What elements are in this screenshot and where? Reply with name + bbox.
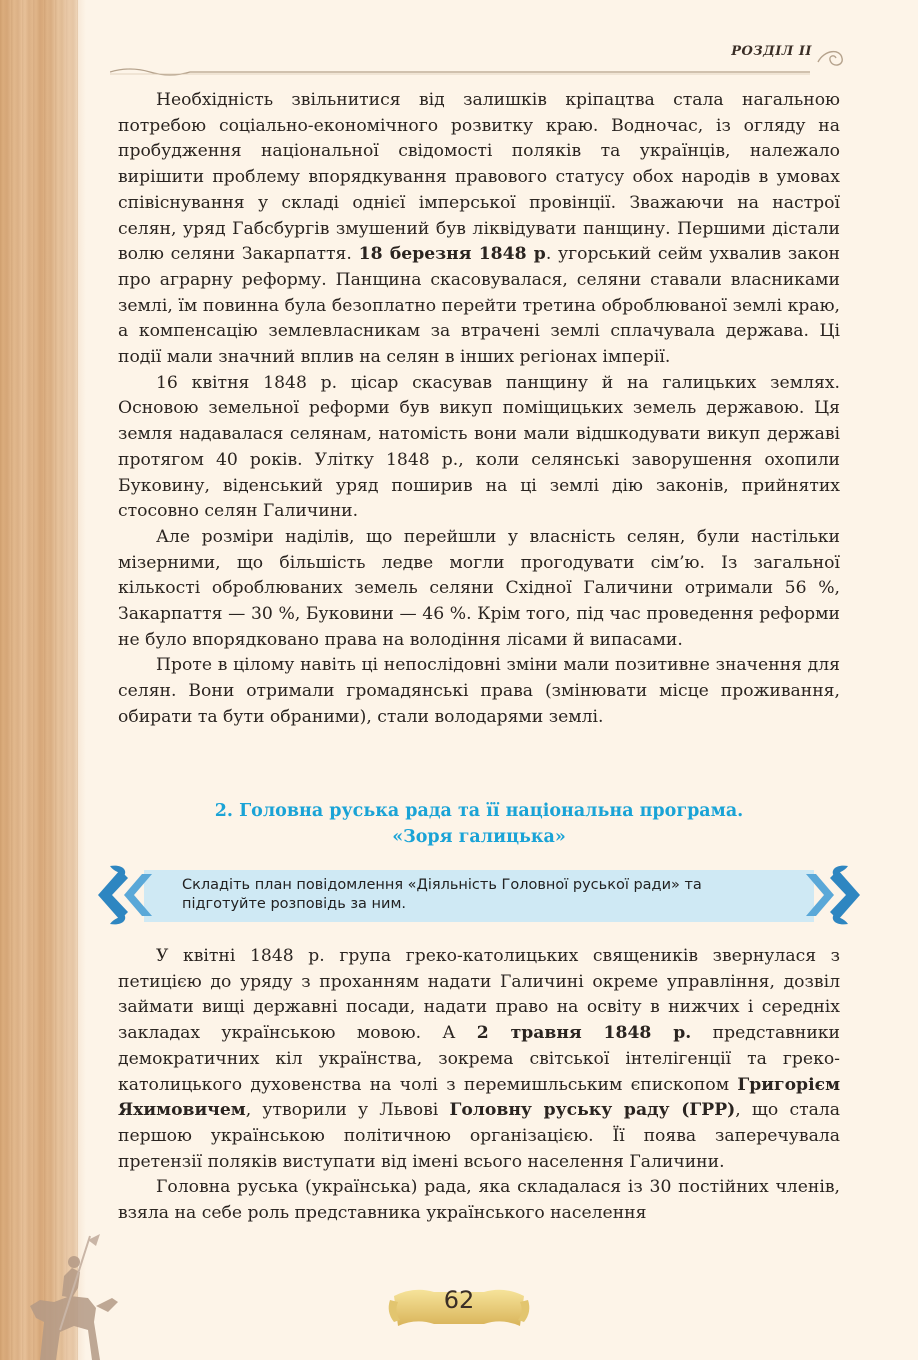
text-span: . угорський сейм ухвалив закон про аграрну реформу. Панщина скасовувалася, селяни ставали власниками землі, їм повинна була безоплатно перейти третина оброблюваної землі краю, а компенсацію землевласникам за втрачені землі сплачувала держава. Ці події мали значний вплив на селян в інших регіонах імперії.: [118, 244, 840, 368]
page-number-scroll: [384, 1276, 534, 1338]
section-label: РОЗДІЛ ІІ: [731, 44, 812, 59]
paragraph: [118, 88, 840, 371]
bold-name: Григорієм Яхимовичем: [118, 1074, 840, 1121]
paragraph: 16 квітня 1848 р. цісар скасував панщину й на галицьких землях. Основою земельної реформи був викуп поміщицьких земель державою. Ця земля надавалася селянам, натомість вони мали відшкодувати викуп державі протягом 40 років. Улітку 1848 р., коли селянські заворушення охопили Буковину, віденський уряд поширив на ці землі дію законів, прийнятих стосовно селян Галичини.: [118, 372, 840, 522]
text-span: , утворили у Львові: [245, 1100, 450, 1121]
paragraph: [118, 944, 840, 1175]
paragraph: Але розміри наділів, що перейшли у власність селян, були настільки мізерними, що більшість ледве могли прогодувати сім’ю. Із загальної кількості оброблюваних земель селяни Східної Галичини отримали 56 %, Закарпаття — 30 %, Буковини — 46 %. Крім того, під час проведення реформи не було впорядковано права на володіння лісами й випасами.: [118, 526, 840, 650]
bold-date: 2 травня 1848 р.: [476, 1023, 692, 1044]
bold-organization: Головну руську раду (ГРР): [449, 1100, 736, 1121]
section-heading: [118, 798, 840, 850]
body-text-block-1: [118, 88, 840, 731]
bold-date: 18 березня 1848 р: [358, 244, 546, 265]
text-span: Необхідність звільнитися від залишків кріпацтва стала нагальною потребою соціально-економічного розвитку краю. Водночас, із огляду на пробудження національної свідомості поляків та українців, належало вирішити проблему впорядкування правового статусу обох народів в умовах співіснування у складі однієї імперської провінції. Зважаючи на настрої селян, уряд Габсбургів змушений був ліквідувати панщину. Першими дістали волю селяни Закарпаття.: [118, 90, 840, 265]
text-span: представники демократичних кіл українства, зокрема світської інтелігенції та греко-католицького духовенства на чолі з перемишльським єпископом: [118, 1023, 840, 1095]
text-span: У квітні 1848 р. група греко-католицьких священиків звернулася з петицією до уряду з проханням надати Галичині окреме управління, дозвіл займати вищі державні посади, надати право на освіту в нижчих і середніх закладах українською мовою. А: [118, 946, 840, 1044]
paragraph: Проте в цілому навіть ці непослідовні зміни мали позитивне значення для селян. Вони отримали громадянські права (змінювати місце проживання, обирати та бути обраними), стали володарями землі.: [118, 655, 840, 727]
heading-line: 2. Головна руська рада та її національна програма.: [214, 801, 744, 821]
text-span: , що стала першою українською політичною організацією. Її поява заперечувала претензії поляків виступати від імені всього населення Галичини.: [118, 1100, 841, 1172]
heading-line: «Зоря галицька»: [392, 827, 566, 847]
ornament-right-icon: [784, 862, 860, 928]
body-text-block-2: [118, 944, 840, 1227]
task-banner: [98, 862, 860, 928]
swirl-ornament-icon: [814, 40, 848, 74]
ornament-left-icon: [98, 862, 174, 928]
task-text: Складіть план повідомлення «Діяльність Головної руської ради» та підготуйте розповідь за ним.: [182, 877, 702, 912]
horseman-silhouette-icon: [0, 1210, 150, 1360]
page-number: 62: [443, 1286, 475, 1314]
decorative-wood-edge: [64, 0, 86, 1360]
paragraph: Головна руська (українська) рада, яка складалася із 30 постійних членів, взяла на себе роль представника українського населення: [118, 1177, 840, 1224]
header-divider: [110, 66, 810, 76]
